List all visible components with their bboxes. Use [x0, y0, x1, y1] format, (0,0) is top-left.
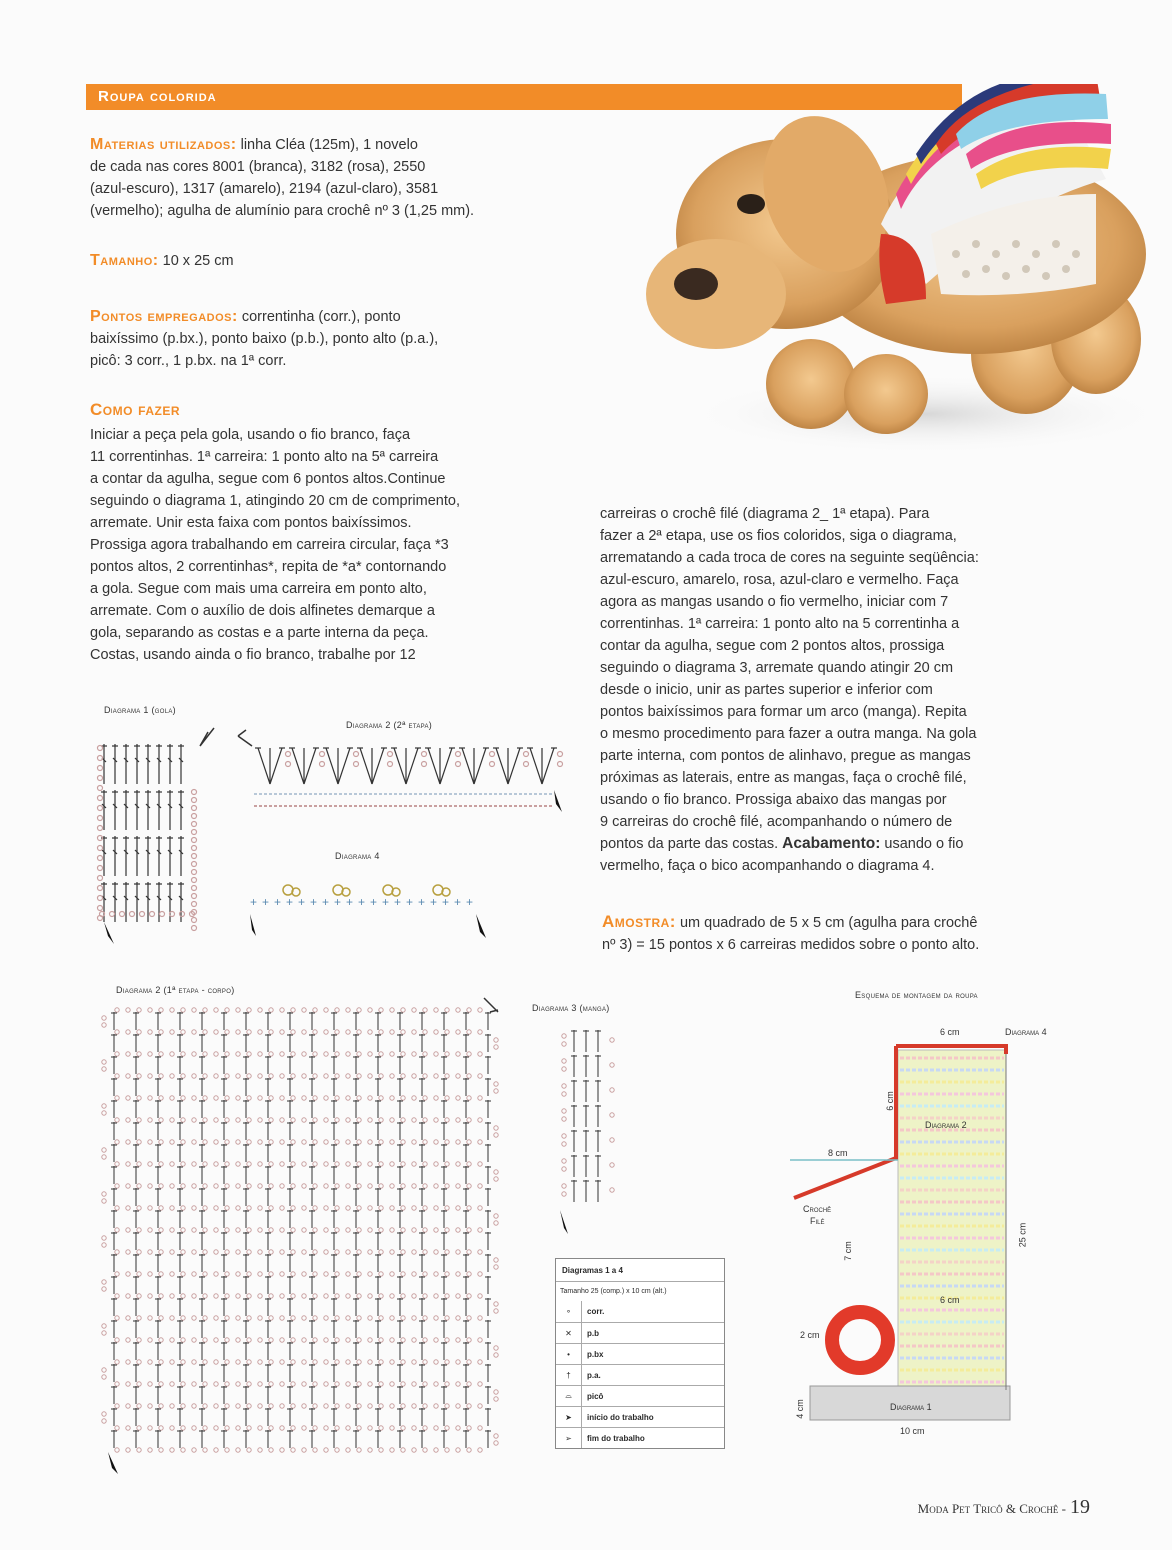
scheme-croche: Crochê	[803, 1204, 832, 1214]
svg-text:+: +	[442, 895, 450, 909]
svg-text:+: +	[466, 895, 474, 909]
diagram-3-label: Diagrama 3 (manga)	[532, 1003, 610, 1013]
diagram-4-label: Diagrama 4	[335, 851, 380, 861]
scheme-d1: Diagrama 1	[890, 1402, 932, 1412]
sample-label: Amostra:	[602, 912, 676, 931]
legend-symbol: ➢	[556, 1428, 582, 1448]
svg-text:+: +	[394, 895, 402, 909]
footer-title: Moda Pet Tricô & Crochê -	[917, 1501, 1066, 1516]
svg-text:+: +	[262, 895, 270, 909]
svg-text:+: +	[298, 895, 306, 909]
legend-size: Tamanho 25 (comp.) x 10 cm (alt.)	[556, 1281, 724, 1301]
diagram-2a-chart	[100, 996, 520, 1486]
legend-items	[556, 1301, 724, 1448]
scheme-h7: 7 cm	[842, 1241, 853, 1261]
scheme-h6: 6 cm	[884, 1091, 895, 1111]
legend-symbol: †	[556, 1365, 582, 1385]
scheme-w-top: 6 cm	[940, 1027, 960, 1037]
materials-text: linha Cléa (125m), 1 novelo de cada nas cores 8001 (branca), 3182 (rosa), 2550 (azul-escuro), 1317 (amarelo), 2194 (azul-claro), 3581 (vermelho); agulha de alumínio para crochê nº 3 (1,25 mm).	[90, 137, 475, 219]
svg-text:+: +	[454, 895, 462, 909]
how-to-col2-text: carreiras o crochê filé (diagrama 2_ 1ª etapa). Para fazer a 2ª etapa, use os fios coloridos, siga o diagrama, arrematando a cada troca de cores na seguinte seqüência: azul-escuro, amarelo, rosa, azul-claro e vermelho. Faça agora as mangas usando o fio vermelho, iniciar com 7 correntinhas. 1ª carreira: 1 ponto alto na 5 correntinha a contar da agulha, segue com 2 pontos altos, prossiga seguindo o diagrama 3, arremate quando atingir 20 cm desde o inicio, unir as partes superior e inferior com pontos baixíssimos para formar um arco (manga). Repita o mesmo procedimento para fazer a outra manga. Na gola parte interna, com pontos de alinhavo, pregue as mangas próximas as laterais, entre as mangas, faça o crochê filé, usando o fio branco. Prossiga abaixo das mangas por 9 carreiras do crochê filé, acompanhando o número de pontos da parte das costas.	[600, 506, 979, 852]
page-title: Roupa colorida	[98, 88, 217, 105]
svg-text:+: +	[286, 895, 294, 909]
legend-row	[556, 1301, 724, 1322]
page-footer	[918, 1496, 1090, 1519]
diagram-1-label: Diagrama 1 (gola)	[104, 705, 176, 715]
finish-text: usando o fio vermelho, faça o bico acompanhando o diagrama 4.	[600, 836, 964, 874]
scheme-file: Filé	[810, 1216, 825, 1226]
size-label: Tamanho:	[90, 252, 159, 269]
legend-row	[556, 1343, 724, 1364]
size-block	[90, 250, 590, 272]
legend-symbol: ⌓	[556, 1386, 582, 1406]
legend-symbol: •	[556, 1344, 582, 1364]
scheme-d4: Diagrama 4	[1005, 1027, 1047, 1037]
svg-text:+: +	[382, 895, 390, 909]
materials-block	[90, 134, 590, 222]
svg-text:+: +	[322, 895, 330, 909]
svg-text:+: +	[370, 895, 378, 909]
diagram-2b-label: Diagrama 2 (2ª etapa)	[346, 720, 433, 730]
legend-row	[556, 1364, 724, 1385]
how-to-col2	[600, 503, 1090, 877]
scheme-d2: Diagrama 2	[925, 1120, 967, 1130]
diagram-1-chart	[96, 722, 226, 952]
legend-label: fim do trabalho	[587, 1433, 645, 1443]
sample-text: um quadrado de 5 x 5 cm (agulha para crochê nº 3) = 15 pontos x 6 carreiras medidos sobre o ponto alto.	[602, 915, 980, 953]
scheme-w8: 8 cm	[828, 1148, 848, 1158]
svg-text:+: +	[310, 895, 318, 909]
diagram-2a-label: Diagrama 2 (1ª etapa - corpo)	[116, 985, 235, 995]
svg-text:+: +	[430, 895, 438, 909]
legend-label: picô	[587, 1391, 604, 1401]
scheme-h25: 25 cm	[1017, 1222, 1028, 1248]
materials-label: Materias utilizados:	[90, 136, 237, 153]
legend-symbol: ➤	[556, 1407, 582, 1427]
scheme-h4: 4 cm	[794, 1399, 805, 1419]
scheme-label: Esquema de montagem da roupa	[855, 990, 978, 1000]
legend-symbol: ∘	[556, 1301, 582, 1322]
legend-row	[556, 1427, 724, 1448]
legend-row	[556, 1322, 724, 1343]
svg-text:+: +	[406, 895, 414, 909]
stitches-label: Pontos empregados:	[90, 308, 238, 325]
diagram-4-chart	[240, 876, 500, 946]
scheme-w6b: 6 cm	[940, 1295, 960, 1305]
assembly-scheme	[780, 1010, 1080, 1450]
sample-block	[602, 911, 1092, 956]
legend-symbol: ✕	[556, 1323, 582, 1343]
svg-text:+: +	[346, 895, 354, 909]
legend-table	[555, 1258, 725, 1449]
legend-label: p.a.	[587, 1370, 601, 1380]
diagram-3-chart	[556, 1020, 626, 1240]
how-to-heading: Como fazer	[90, 400, 180, 419]
dog-sweater-photo	[596, 84, 1156, 454]
scheme-w2: 2 cm	[800, 1330, 820, 1340]
finish-label: Acabamento:	[782, 835, 881, 852]
how-to-col1: Iniciar a peça pela gola, usando o fio branco, faça 11 correntinhas. 1ª carreira: 1 ponto alto na 5ª carreira a contar da agulha, segue com 6 pontos altos.Continue seguindo o diagrama 1, atingindo 20 cm de comprimento, arremate. Unir esta faixa com pontos baixíssimos. Prossiga agora trabalhando em carreira circular, faça *3 pontos altos, 2 correntinhas*, repita de *a* contornando a gola. Segue com mais uma carreira em ponto alto, arremate. Com o auxílio de dois alfinetes demarque a gola, separando as costas e a parte interna da peça. Costas, usando ainda o fio branco, trabalhe por 12	[90, 427, 460, 663]
legend-label: p.b	[587, 1328, 599, 1338]
stitches-block	[90, 306, 590, 372]
legend-row	[556, 1406, 724, 1427]
svg-text:+: +	[418, 895, 426, 909]
legend-label: início do trabalho	[587, 1412, 654, 1422]
legend-row	[556, 1385, 724, 1406]
svg-text:+: +	[358, 895, 366, 909]
svg-text:+: +	[334, 895, 342, 909]
svg-text:+: +	[274, 895, 282, 909]
stitches-text: correntinha (corr.), ponto baixíssimo (p.bx.), ponto baixo (p.b.), ponto alto (p.a.), picô: 3 corr., 1 p.bx. na 1ª corr.	[90, 309, 439, 369]
scheme-w10: 10 cm	[900, 1426, 925, 1436]
legend-label: corr.	[587, 1307, 605, 1316]
legend-label: p.bx	[587, 1349, 604, 1359]
size-text: 10 x 25 cm	[158, 253, 234, 269]
legend-title: Diagramas 1 a 4	[562, 1265, 623, 1275]
page-number: 19	[1070, 1496, 1090, 1518]
diagram-2b-chart	[236, 728, 576, 823]
svg-text:+: +	[250, 895, 258, 909]
